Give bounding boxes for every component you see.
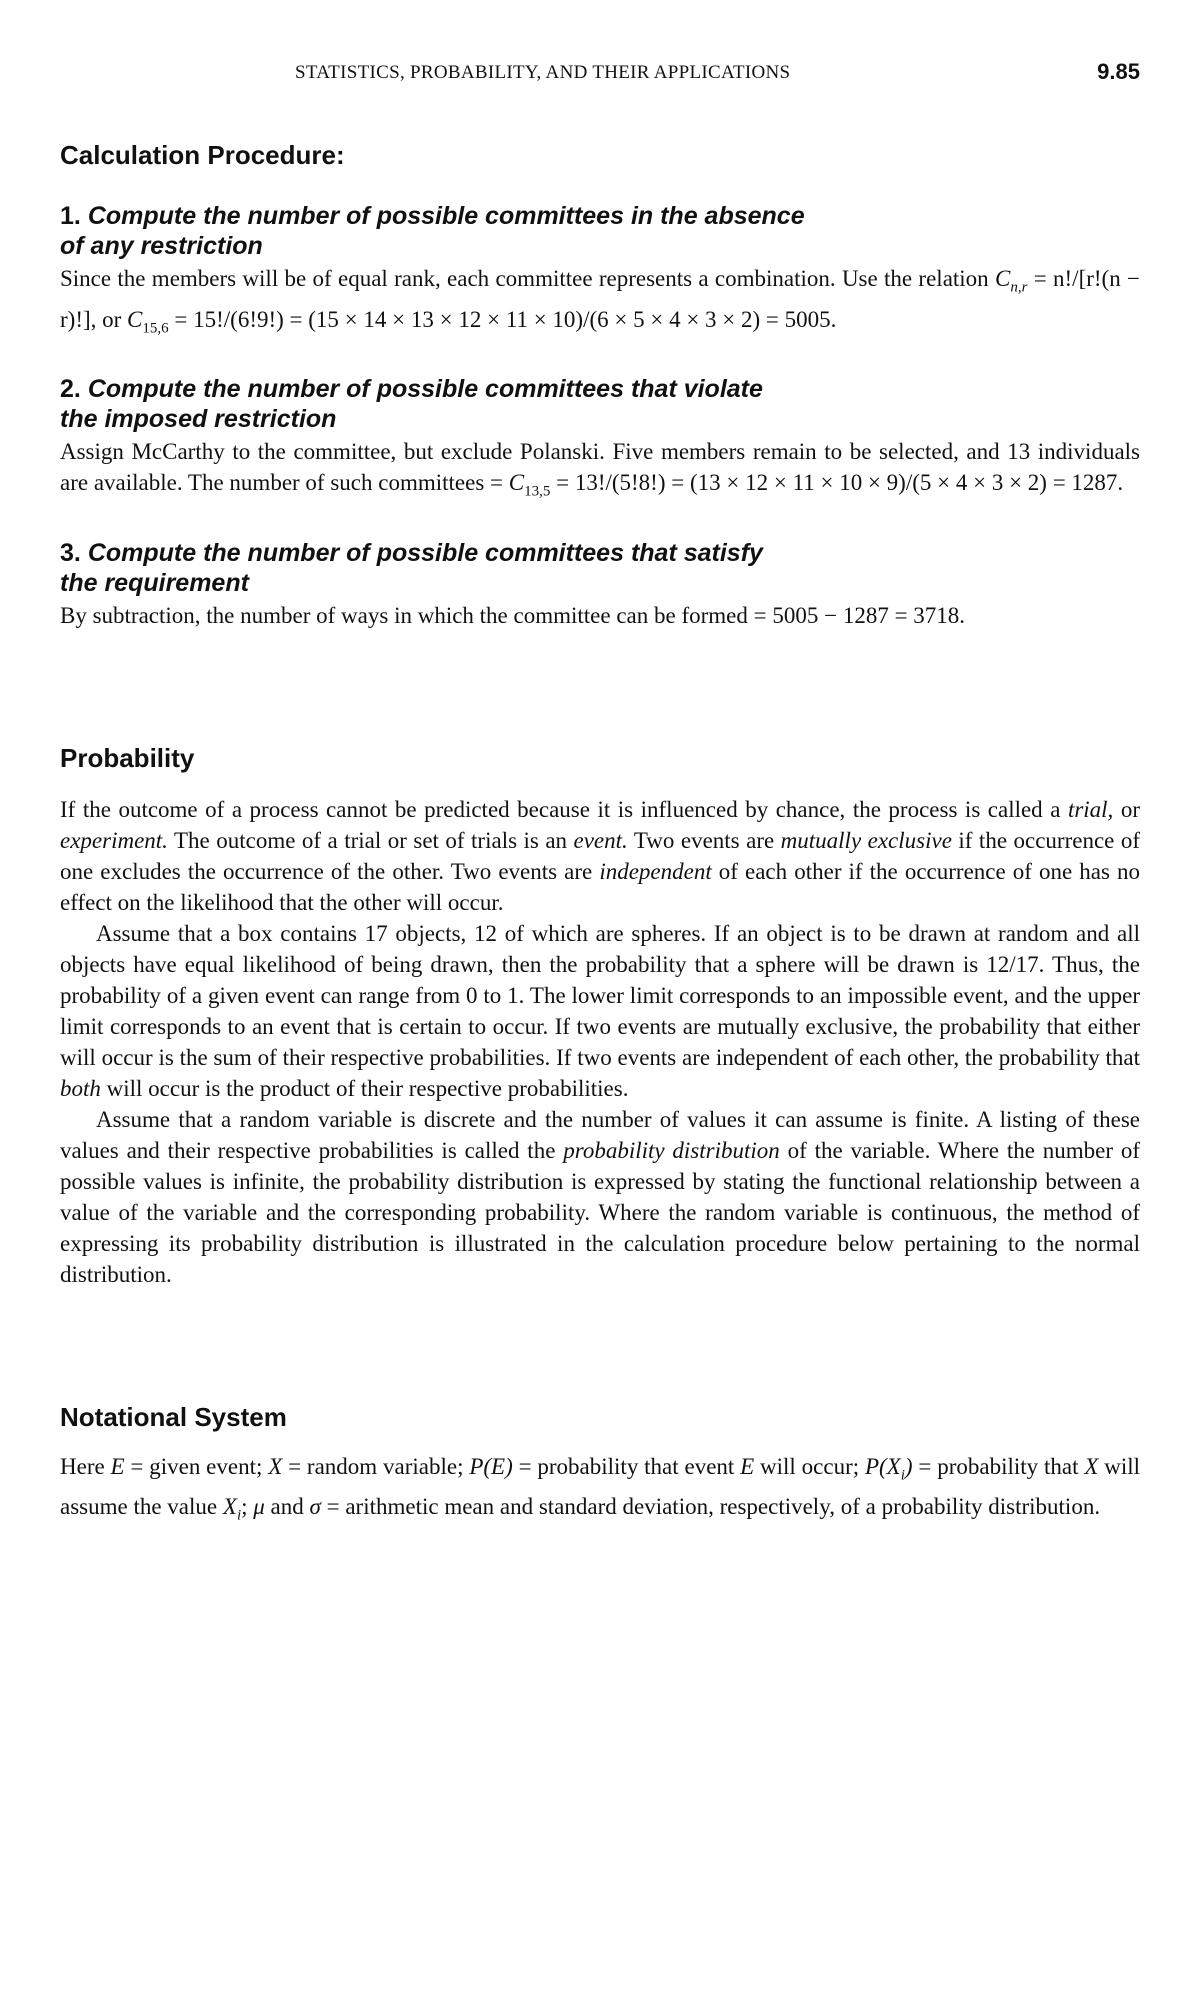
term-experiment: experiment. (60, 827, 168, 853)
prob-p1-text-b: or (1113, 796, 1140, 822)
step-3-body: By subtraction, the number of ways in which the committee can be formed = 5005 − 1287 = 3718. (60, 602, 966, 628)
step-1-heading (60, 201, 1140, 261)
note-text-j: = arithmetic mean and standard deviation, respectively, of a probability distribution. (320, 1494, 1101, 1520)
prob-p3-text-b: of the variable. Where the number of possible values is infinite, the probability distribution is expressed by stating the functional relationship between a value of the variable and the corresponding probability. Where the random variable is continuous, the method of expressing its probability distribution is illustrated in the calculation procedure below pertaining to the normal distribution. (60, 1137, 1140, 1287)
prob-p1-text-e: if the occurrence of one excludes the occurrence of the other. Two events are (60, 827, 1140, 884)
probability-paragraph-1 (60, 794, 1140, 918)
probability-section (60, 743, 1140, 1290)
probability-paragraph-3 (60, 1104, 1140, 1290)
notation-section (60, 1402, 1140, 1532)
step-3-heading (60, 538, 1140, 598)
step-2 (60, 374, 1140, 508)
prob-p2-text-a: Assume that a box contains 17 objects, 12 of which are spheres. If an object is to be drawn at random and all objects have equal likelihood of being drawn, then the probability that a sphere will be drawn is 12/17. Thus, the probability of a given event can range from 0 to 1. The lower limit corresponds to an impossible event, and the upper limit corresponds to an event that is certain to occur. If two events are mutually exclusive, the probability that either will occur is the sum of their respective probabilities. If two events are independent of each other, the probability that (60, 920, 1140, 1070)
step-2-combination-symbol: C (508, 470, 525, 496)
step-1-combination-subscript: n,r (1010, 279, 1028, 296)
step-1 (60, 201, 1140, 344)
term-trial: trial, (1067, 796, 1114, 822)
note-text-d: = probability that event (512, 1453, 741, 1479)
step-1-text-c: = 15!/(6!9!) = (15 × 14 × 13 × 12 × 11 × 10)/(6 × 5 × 4 × 3 × 2) = 5005. (168, 306, 837, 332)
note-text-c: = random variable; (282, 1453, 470, 1479)
note-text-i: and (264, 1494, 310, 1520)
symbol-X: X (268, 1453, 283, 1479)
step-1-title-line2: of any restriction (60, 232, 263, 260)
step-3-number: 3. (60, 538, 81, 567)
step-2-combination-subscript: 13,5 (524, 483, 551, 500)
step-2-text-a: Assign McCarthy to the committee, but exclude Polanski. Five members remain to be selected, and 13 individuals are available. The number of such committees = (60, 439, 1140, 496)
note-text-e: will occur; (754, 1453, 865, 1479)
step-1-body (60, 263, 1140, 344)
calculation-procedure-heading: Calculation Procedure: (60, 140, 345, 170)
symbol-Xi: X (222, 1494, 237, 1520)
step-1-combination-symbol-2: C (127, 306, 143, 332)
prob-p2-text-b: will occur is the product of their respective probabilities. (100, 1075, 629, 1101)
step-1-title-line1: Compute the number of possible committees in the absence (87, 202, 805, 230)
symbol-subscript-i-2: i (236, 1507, 242, 1524)
step-3-title-line1: Compute the number of possible committees that satisfy (87, 538, 763, 567)
step-1-text-a: Since the members will be of equal rank, each committee represents a combination. Use the relation (60, 266, 995, 291)
running-header (0, 59, 1200, 92)
probability-paragraph-2 (60, 918, 1140, 1104)
step-3-title-line2: the requirement (60, 568, 249, 597)
step-2-heading (60, 374, 1140, 434)
step-1-text-b: = n!/[r!(n − r)!], or (60, 266, 1140, 332)
symbol-P-of-E: P(E) (469, 1453, 513, 1479)
probability-heading: Probability (60, 742, 195, 773)
prob-p1-text-f: of each other if the occurrence of one has no effect on the likelihood that the other will occur. (60, 858, 1140, 915)
symbol-subscript-i: i (900, 1467, 905, 1484)
symbol-close-paren: ) (904, 1453, 913, 1479)
term-both: both (60, 1075, 101, 1101)
note-text-b: = given event; (124, 1453, 269, 1479)
symbol-X-2: X (1084, 1453, 1099, 1479)
page-number: 9.85 (1097, 59, 1140, 84)
term-mutually-exclusive: mutually exclusive (780, 827, 952, 853)
symbol-mu: μ (253, 1494, 265, 1520)
symbol-E: E (110, 1453, 125, 1479)
prob-p1-text-c: The outcome of a trial or set of trials is an (167, 827, 574, 853)
term-probability-distribution: probability distribution (563, 1137, 780, 1163)
step-2-title-line1: Compute the number of possible committees that violate (87, 375, 763, 404)
notation-heading: Notational System (60, 1401, 287, 1432)
step-1-number: 1. (60, 202, 81, 230)
step-2-title-line2: the imposed restriction (60, 405, 337, 434)
symbol-P-of-Xi: P(X (864, 1453, 901, 1479)
step-2-number: 2. (60, 375, 81, 404)
symbol-sigma: σ (309, 1494, 321, 1520)
step-3 (60, 538, 1140, 631)
prob-p1-text-d: Two events are (627, 827, 781, 853)
step-1-combination-subscript-2: 15,6 (142, 320, 169, 337)
step-2-body (60, 436, 1140, 508)
page-content (60, 140, 1140, 1532)
note-text-h: ; (241, 1494, 254, 1520)
step-1-combination-symbol: C (995, 266, 1011, 291)
symbol-E-2: E (740, 1453, 755, 1479)
term-independent: independent (599, 858, 712, 884)
note-text-a: Here (60, 1453, 111, 1479)
notation-paragraph (60, 1451, 1140, 1532)
prob-p1-text-a: If the outcome of a process cannot be predicted because it is influenced by chance, the process is called a (60, 796, 1068, 822)
term-event: event. (573, 827, 628, 853)
note-text-g: will assume the value (60, 1453, 1141, 1520)
prob-p3-text-a: Assume that a random variable is discrete and the number of values it can assume is finite. A listing of these values and their respective probabilities is called the (60, 1106, 1140, 1163)
note-text-f: = probability that (912, 1453, 1085, 1479)
step-2-text-b: = 13!/(5!8!) = (13 × 12 × 11 × 10 × 9)/(5 × 4 × 3 × 2) = 1287. (550, 470, 1124, 496)
running-title: STATISTICS, PROBABILITY, AND THEIR APPLICATIONS (295, 62, 791, 83)
